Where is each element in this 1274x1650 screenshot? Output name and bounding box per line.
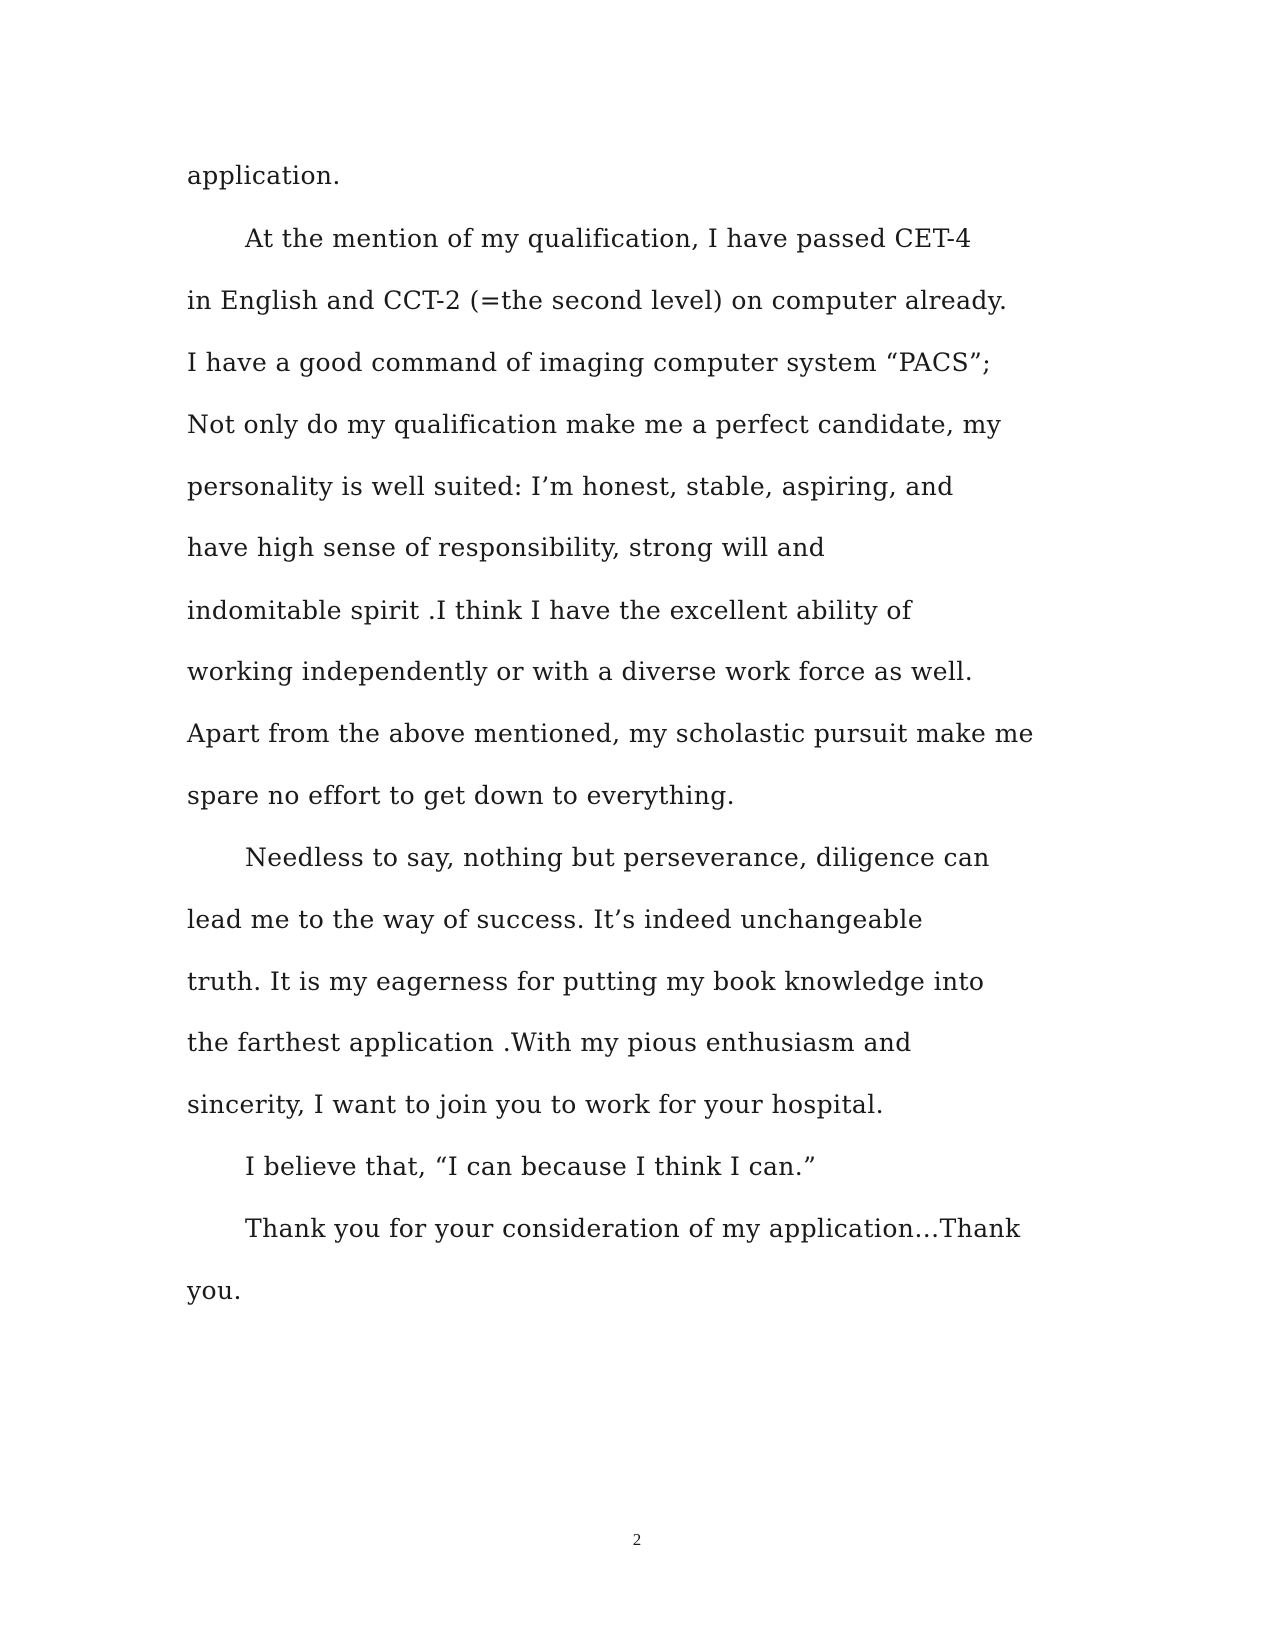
text-line: personality is well suited: I’m honest, stable, aspiring, and <box>187 472 954 501</box>
text-line: I have a good command of imaging computer system “PACS”; <box>187 348 992 377</box>
text-line: Not only do my qualification make me a perfect candidate, my <box>187 410 1002 439</box>
text-line: the farthest application .With my pious enthusiasm and <box>187 1028 912 1057</box>
text-line: working independently or with a diverse work force as well. <box>187 657 974 686</box>
page-number: 2 <box>632 1530 642 1549</box>
text-line: truth. It is my eagerness for putting my book knowledge into <box>187 967 985 996</box>
text-line: have high sense of responsibility, strong will and <box>187 533 826 562</box>
text-line: spare no effort to get down to everything. <box>187 781 735 810</box>
paragraph-start-line: Thank you for your consideration of my application…Thank <box>245 1214 1021 1243</box>
paragraph-start-line: I believe that, “I can because I think I can.” <box>245 1152 817 1181</box>
paragraph-start-line: Needless to say, nothing but perseverance, diligence can <box>245 843 990 872</box>
text-line: indomitable spirit .I think I have the excellent ability of <box>187 596 912 625</box>
text-line: application. <box>187 161 341 190</box>
text-line: sincerity, I want to join you to work for your hospital. <box>187 1090 884 1119</box>
paragraph-start-line: At the mention of my qualification, I have passed CET-4 <box>245 224 972 253</box>
text-line: Apart from the above mentioned, my scholastic pursuit make me <box>187 719 1034 748</box>
text-line: lead me to the way of success. It’s indeed unchangeable <box>187 905 924 934</box>
text-line: you. <box>187 1276 242 1305</box>
text-line: in English and CCT-2 (=the second level) on computer already. <box>187 286 1008 315</box>
